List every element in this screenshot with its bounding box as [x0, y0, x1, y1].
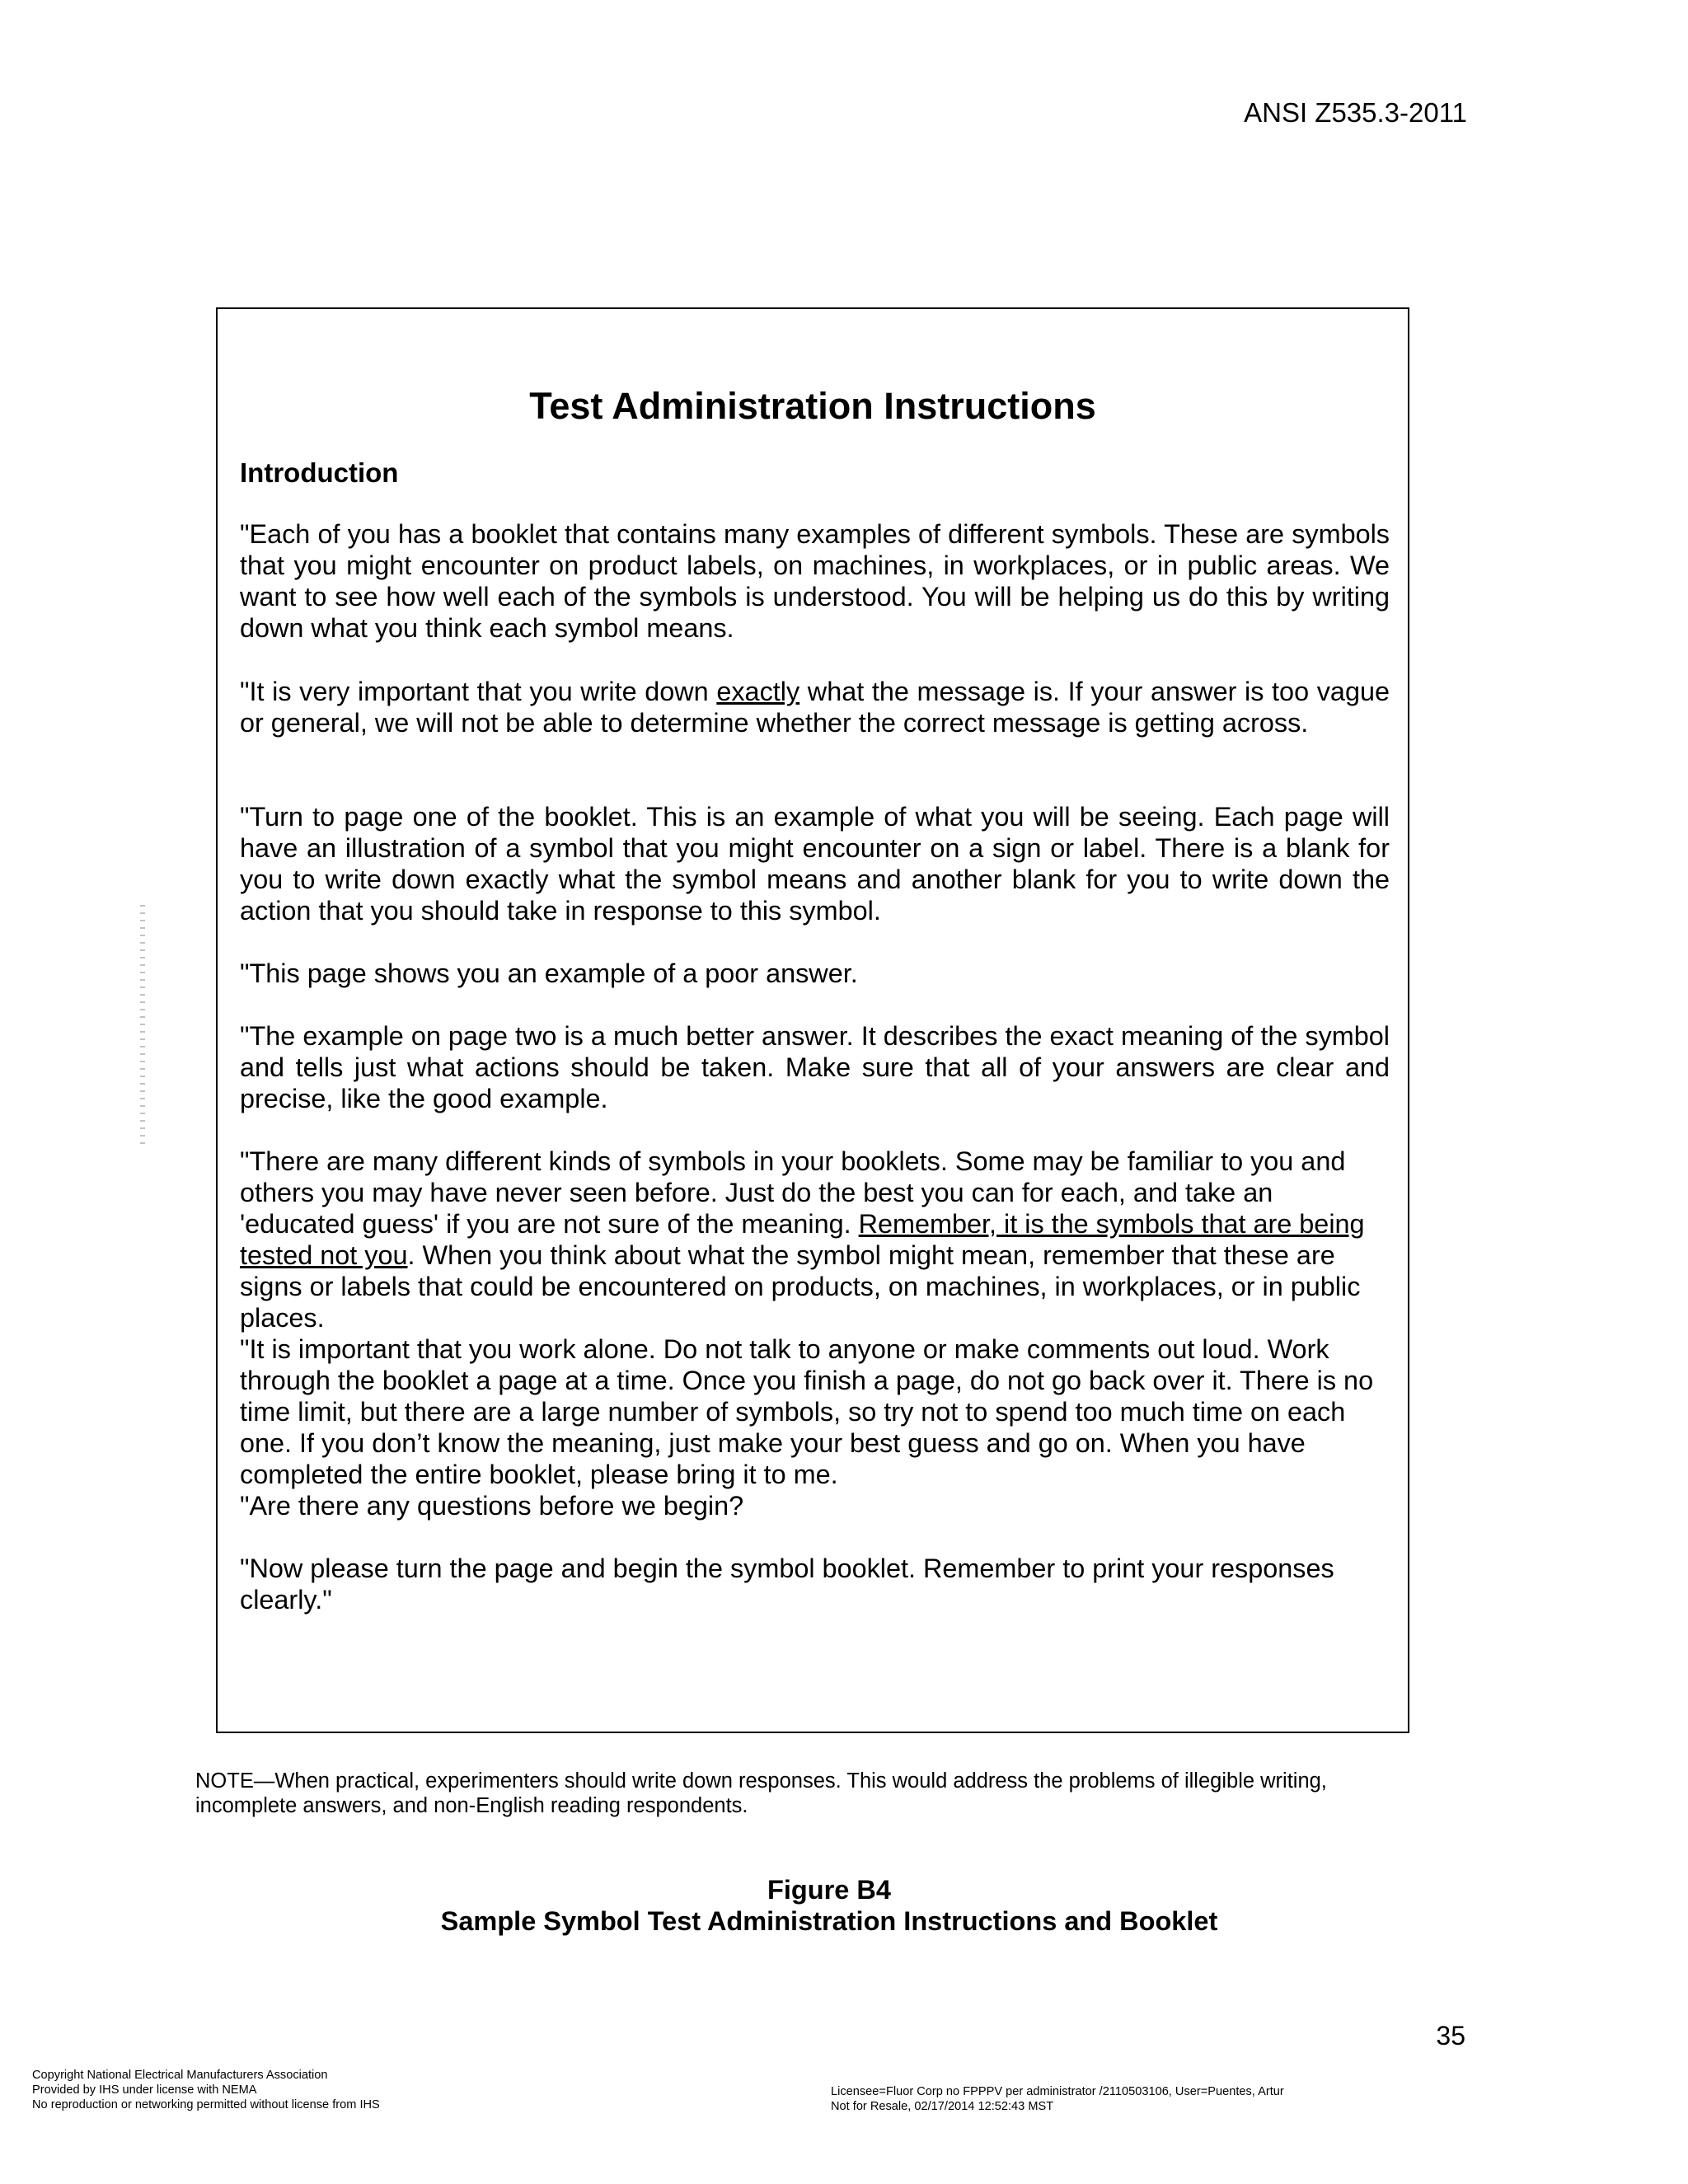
paragraph-4: "This page shows you an example of a poor answer. — [240, 958, 858, 988]
paragraph-3: "Turn to page one of the booklet. This is an example of what you will be seeing. Each page will have an illustration of a symbol that you might encounter on a sign or label. There is a blank for you to write down exactly what the symbol means and another blank for you to write down the action that you should take in response to this symbol. — [240, 802, 1390, 926]
paragraph-2-underlined: exactly — [716, 677, 800, 706]
footer-license — [831, 2084, 1284, 2114]
paragraph-6-underlined: Remember, it is the symbols that are being tested not you — [240, 1209, 1365, 1270]
box-title: Test Administration Instructions — [529, 385, 1096, 427]
figure-caption — [0, 1874, 1658, 1937]
margin-tick-marks — [140, 905, 145, 1148]
paragraph-1: "Each of you has a booklet that contains many examples of different symbols. These are symbols that you might encounter on product labels, on machines, in workplaces, or in public areas. We want to see how well each of the symbols is understood. You will be helping us do this by writing down what you think each symbol means. — [240, 519, 1390, 643]
paragraph-2 — [240, 676, 1390, 738]
paragraph-6-text-a: "There are many different kinds of symbols in your booklets. Some may be familiar to you and others you may have never seen before. Just do the best you can for each, and take an 'educated guess' if you are not sure of the meaning. — [240, 1146, 1346, 1239]
paragraph-9: "Now please turn the page and begin the symbol booklet. Remember to print your responses clearly." — [240, 1554, 1334, 1615]
footer-left-line-3: No reproduction or networking permitted without license from IHS — [32, 2098, 380, 2111]
section-heading-introduction: Introduction — [240, 457, 399, 488]
paragraph-6-text-b: . When you think about what the symbol might mean, remember that these are signs or labels that could be encountered on products, on machines, in workplaces, or in public places. — [240, 1240, 1361, 1333]
paragraph-8: "Are there any questions before we begin? — [240, 1491, 744, 1521]
instructions-box — [216, 307, 1409, 1733]
footer-left-line-1: Copyright National Electrical Manufacturers Association — [32, 2069, 328, 2082]
page-number: 35 — [1436, 2021, 1465, 2050]
footer-left-line-2: Provided by IHS under license with NEMA — [32, 2083, 257, 2097]
paragraph-7: "It is important that you work alone. Do not talk to anyone or make comments out loud. Work through the booklet a page at a time. Once you finish a page, do not go back over it. There is no time limit, but there are a large number of symbols, so try not to spend too much time on each one. If you don’t know the meaning, just make your best guess and go on. When you have completed the entire booklet, please bring it to me. — [240, 1334, 1374, 1489]
footer-right-line-2: Not for Resale, 02/17/2014 12:52:43 MST — [831, 2100, 1054, 2113]
document-standard-id: ANSI Z535.3-2011 — [1244, 97, 1467, 128]
paragraph-2-text-b: what the message is. If your answer is too vague or general, we will not be able to determine whether the correct message is getting across. — [240, 677, 1390, 738]
paragraph-2-text-a: "It is very important that you write down — [240, 677, 717, 706]
footer-right-line-1: Licensee=Fluor Corp no FPPPV per administrator /2110503106, User=Puentes, Artur — [831, 2085, 1284, 2098]
footer-copyright — [32, 2068, 380, 2112]
paragraph-5: "The example on page two is a much better answer. It describes the exact meaning of the symbol and tells just what actions should be taken. Make sure that all of your answers are clear and precise, like the good example. — [240, 1021, 1390, 1113]
paragraph-6 — [240, 1146, 1390, 1333]
figure-number: Figure B4 — [767, 1875, 891, 1905]
note-text: NOTE—When practical, experimenters should write down responses. This would address the problems of illegible writing, incomplete answers, and non-English reading respondents. — [195, 1769, 1327, 1817]
figure-title: Sample Symbol Test Administration Instructions and Booklet — [440, 1906, 1218, 1936]
